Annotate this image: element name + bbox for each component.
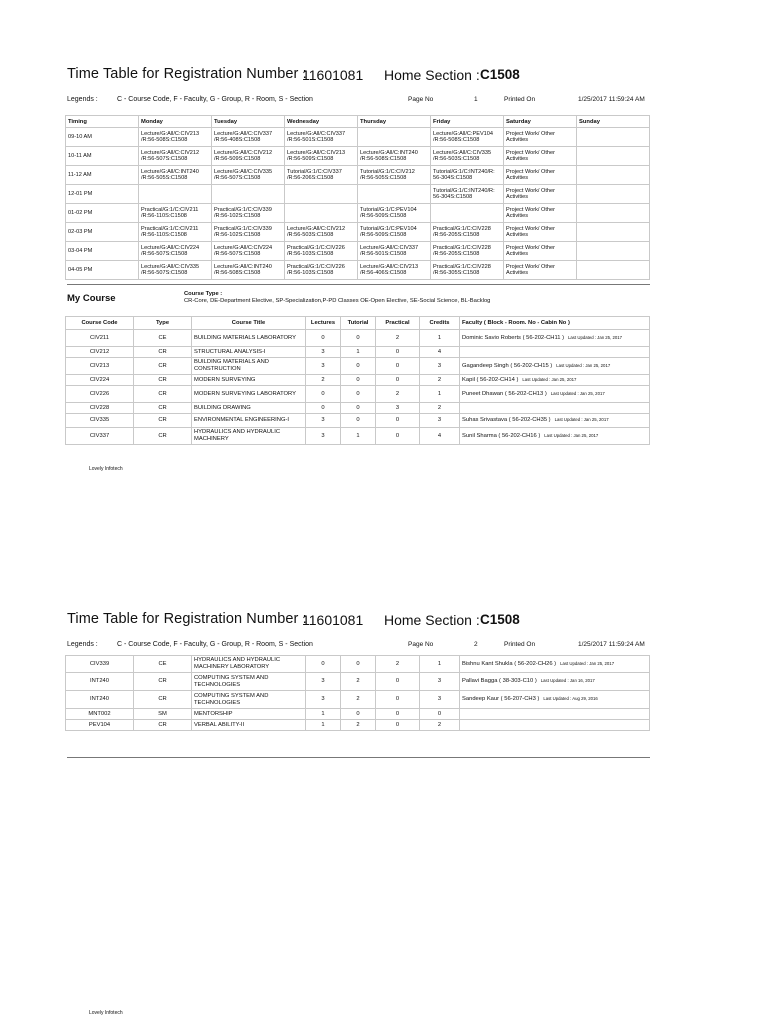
course-title: BUILDING MATERIALS LABORATORY xyxy=(192,330,306,347)
course-tutorial: 0 xyxy=(341,386,376,403)
course-lectures: 0 xyxy=(306,403,341,414)
timetable-row xyxy=(66,242,650,261)
tt-cell: Practical/G:1/C:CIV211 /R:56-110S:C1508 xyxy=(139,204,212,223)
course-credits: 2 xyxy=(420,375,460,386)
timetable-row xyxy=(66,147,650,166)
course-type: CR xyxy=(134,691,192,709)
tt-cell: Tutorial/G:1/C:INT240/R: 56-304S:C1508 xyxy=(431,185,504,204)
th-monday: Monday xyxy=(139,116,212,128)
course-title: COMPUTING SYSTEM AND TECHNOLOGIES xyxy=(192,673,306,691)
course-lectures: 3 xyxy=(306,691,341,709)
course-practical: 0 xyxy=(376,347,420,358)
tt-cell: 01-02 PM xyxy=(66,204,139,223)
tt-cell: Project Work/ Other Activities xyxy=(504,166,577,185)
tt-cell xyxy=(358,185,431,204)
course-credits: 1 xyxy=(420,656,460,673)
legends-label: Legends : xyxy=(67,96,98,103)
course-faculty xyxy=(460,656,650,673)
course-title: MENTORSHIP xyxy=(192,709,306,720)
course-code: CIV228 xyxy=(66,403,134,414)
tt-cell: Lecture/G:All/C:CIV337 /R:56-501S:C1508 xyxy=(358,242,431,261)
tt-cell: Lecture/G:All/C:CIV335 /R:56-503S:C1508 xyxy=(431,147,504,166)
timetable-row xyxy=(66,185,650,204)
th-course-code: Course Code xyxy=(66,317,134,330)
tt-cell xyxy=(139,185,212,204)
course-row xyxy=(66,403,650,414)
tt-cell xyxy=(431,204,504,223)
th-sunday: Sunday xyxy=(577,116,650,128)
home-section-value: C1508 xyxy=(480,67,520,82)
course-code: CIV224 xyxy=(66,375,134,386)
course-practical: 0 xyxy=(376,375,420,386)
course-lectures: 0 xyxy=(306,386,341,403)
course-lectures: 3 xyxy=(306,414,341,428)
course-title: COMPUTING SYSTEM AND TECHNOLOGIES xyxy=(192,691,306,709)
course-credits: 3 xyxy=(420,358,460,375)
tt-cell: Tutorial/G:1/C:CIV337 /R:56-206S:C1508 xyxy=(285,166,358,185)
course-credits: 2 xyxy=(420,403,460,414)
tt-cell: Lecture/G:All/C:CIV224 /R:56-507S:C1508 xyxy=(212,242,285,261)
th-timing: Timing xyxy=(66,116,139,128)
course-lectures: 2 xyxy=(306,375,341,386)
course-faculty xyxy=(460,386,650,403)
course-title: STRUCTURAL ANALYSIS-I xyxy=(192,347,306,358)
course-row xyxy=(66,656,650,673)
tt-cell: 04-05 PM xyxy=(66,261,139,280)
last-updated: Last Updated : Jan 25, 2017 xyxy=(556,362,611,368)
course-tutorial: 1 xyxy=(341,428,376,445)
course-credits: 0 xyxy=(420,709,460,720)
faculty-name: Sandeep Kaur ( 56-207-CH3 ) xyxy=(462,696,540,703)
faculty-name: Sunil Sharma ( 56-202-CH16 ) xyxy=(462,432,541,439)
course-row xyxy=(66,691,650,709)
course-type: CR xyxy=(134,428,192,445)
timetable xyxy=(65,115,650,280)
tt-cell xyxy=(577,147,650,166)
course-credits: 3 xyxy=(420,414,460,428)
tt-cell: 09-10 AM xyxy=(66,128,139,147)
tt-cell xyxy=(577,166,650,185)
registration-number: 11601081 xyxy=(302,67,364,83)
course-lectures: 3 xyxy=(306,358,341,375)
course-title: BUILDING DRAWING xyxy=(192,403,306,414)
course-row xyxy=(66,347,650,358)
page-no-label-2: Page No xyxy=(408,641,434,648)
last-updated: Last Updated : Jan 25, 2017 xyxy=(560,660,615,666)
tt-cell: Tutorial/G:1/C:PEV104 /R:56-509S:C1508 xyxy=(358,204,431,223)
tt-cell: Tutorial/G:1/C:CIV212 /R:56-505S:C1508 xyxy=(358,166,431,185)
course-table-2 xyxy=(65,655,650,731)
timetable-row xyxy=(66,128,650,147)
course-faculty xyxy=(460,330,650,347)
th-tuesday: Tuesday xyxy=(212,116,285,128)
tt-cell xyxy=(285,204,358,223)
tt-cell xyxy=(285,185,358,204)
tt-cell: 02-03 PM xyxy=(66,223,139,242)
course-row xyxy=(66,386,650,403)
course-faculty xyxy=(460,347,650,358)
course-faculty xyxy=(460,691,650,709)
tt-cell: Lecture/G:All/C:CIV335 /R:56-507S:C1508 xyxy=(212,166,285,185)
course-row xyxy=(66,358,650,375)
tt-cell xyxy=(577,204,650,223)
course-row xyxy=(66,720,650,731)
tt-cell: Lecture/G:All/C:INT240 /R:56-508S:C1508 xyxy=(212,261,285,280)
page-title: Time Table for Registration Number : xyxy=(67,66,307,82)
th-practical: Practical xyxy=(376,317,420,330)
course-lectures: 3 xyxy=(306,673,341,691)
course-tutorial: 1 xyxy=(341,347,376,358)
course-type: CR xyxy=(134,347,192,358)
faculty-name: Dominic Savio Roberts ( 56-202-CH11 ) xyxy=(462,334,565,341)
course-faculty xyxy=(460,375,650,386)
course-code: PEV104 xyxy=(66,720,134,731)
legends-text: C - Course Code, F - Faculty, G - Group, R - Room, S - Section xyxy=(117,96,313,103)
course-credits: 4 xyxy=(420,428,460,445)
tt-cell: Lecture/G:All/C:PEV104 /R:56-508S:C1508 xyxy=(431,128,504,147)
course-code: CIV339 xyxy=(66,656,134,673)
divider-2 xyxy=(67,757,650,758)
tt-cell: 03-04 PM xyxy=(66,242,139,261)
course-tutorial: 0 xyxy=(341,656,376,673)
tt-cell: Project Work/ Other Activities xyxy=(504,242,577,261)
course-title: HYDRAULICS AND HYDRAULIC MACHINERY LABORATORY xyxy=(192,656,306,673)
course-code: MNT002 xyxy=(66,709,134,720)
th-course-title: Course Title xyxy=(192,317,306,330)
page-no-value: 1 xyxy=(474,96,478,103)
course-type-label: Course Type : xyxy=(184,291,223,297)
tt-cell xyxy=(577,223,650,242)
course-code: CIV213 xyxy=(66,358,134,375)
course-practical: 2 xyxy=(376,330,420,347)
tt-cell: 10-11 AM xyxy=(66,147,139,166)
last-updated: Last Updated : Jan 16, 2017 xyxy=(540,678,595,684)
tt-cell: Lecture/G:All/C:CIV213 /R:56-406S:C1508 xyxy=(358,261,431,280)
faculty-name: Pallavi Bagga ( 38-303-C10 ) xyxy=(462,678,537,685)
course-faculty xyxy=(460,428,650,445)
course-lectures: 3 xyxy=(306,428,341,445)
tt-cell: Lecture/G:All/C:CIV212 /R:56-507S:C1508 xyxy=(139,147,212,166)
footer-text-2: Lovely Infotech xyxy=(89,1010,123,1016)
tt-cell xyxy=(577,242,650,261)
course-title: HYDRAULICS AND HYDRAULIC MACHINERY xyxy=(192,428,306,445)
course-tutorial: 2 xyxy=(341,691,376,709)
tt-cell: Practical/G:1/C:CIV228 /R:56-305S:C1508 xyxy=(431,261,504,280)
tt-cell: Practical/G:1/C:CIV228 /R:56-205S:C1508 xyxy=(431,223,504,242)
divider xyxy=(67,284,650,285)
course-code: CIV337 xyxy=(66,428,134,445)
tt-cell: Practical/G:1/C:CIV339 /R:56-102S:C1508 xyxy=(212,204,285,223)
course-credits: 1 xyxy=(420,386,460,403)
faculty-name: Puneet Dhawan ( 56-202-CH13 ) xyxy=(462,390,547,397)
course-row xyxy=(66,330,650,347)
tt-cell: Lecture/G:All/C:CIV212 /R:56-509S:C1508 xyxy=(212,147,285,166)
course-faculty xyxy=(460,414,650,428)
course-faculty xyxy=(460,403,650,414)
course-header-row xyxy=(66,317,650,330)
th-tutorial: Tutorial xyxy=(341,317,376,330)
course-tutorial: 2 xyxy=(341,673,376,691)
course-tutorial: 0 xyxy=(341,414,376,428)
tt-cell: Project Work/ Other Activities xyxy=(504,204,577,223)
th-saturday: Saturday xyxy=(504,116,577,128)
th-wednesday: Wednesday xyxy=(285,116,358,128)
printed-on-value-2: 1/25/2017 11:59:24 AM xyxy=(578,641,645,648)
course-practical: 0 xyxy=(376,720,420,731)
course-table xyxy=(65,316,650,445)
course-type: CE xyxy=(134,330,192,347)
tt-cell: Project Work/ Other Activities xyxy=(504,185,577,204)
faculty-name: Gagandeep Singh ( 56-202-CH15 ) xyxy=(462,362,553,369)
course-title: MODERN SURVEYING xyxy=(192,375,306,386)
course-practical: 2 xyxy=(376,656,420,673)
course-practical: 0 xyxy=(376,428,420,445)
course-row xyxy=(66,414,650,428)
course-tutorial: 0 xyxy=(341,358,376,375)
tt-cell xyxy=(358,128,431,147)
course-practical: 2 xyxy=(376,386,420,403)
th-faculty: Faculty ( Block - Room. No - Cabin No ) xyxy=(460,317,650,330)
tt-cell: Project Work/ Other Activities xyxy=(504,147,577,166)
home-section-label-2: Home Section : xyxy=(384,612,480,628)
course-faculty xyxy=(460,720,650,731)
course-title: ENVIRONMENTAL ENGINEERING-I xyxy=(192,414,306,428)
tt-cell: Practical/G:1/C:CIV226 /R:56-103S:C1508 xyxy=(285,242,358,261)
last-updated: Last Updated : Aug 29, 2016 xyxy=(543,696,598,702)
printed-on-label-2: Printed On xyxy=(504,641,536,648)
last-updated: Last Updated : Jan 25, 2017 xyxy=(550,390,605,396)
tt-cell: 12-01 PM xyxy=(66,185,139,204)
tt-cell: Lecture/G:All/C:CIV337 /R:56-501S:C1508 xyxy=(285,128,358,147)
course-practical: 0 xyxy=(376,709,420,720)
course-code: INT240 xyxy=(66,691,134,709)
faculty-name: Bishnu Kant Shukla ( 56-202-CH26 ) xyxy=(462,660,557,667)
timetable-row xyxy=(66,223,650,242)
tt-cell: Project Work/ Other Activities xyxy=(504,261,577,280)
tt-cell xyxy=(212,185,285,204)
course-code: CIV226 xyxy=(66,386,134,403)
tt-cell: Tutorial/G:1/C:INT240/R: 56-304S:C1508 xyxy=(431,166,504,185)
course-code: CIV212 xyxy=(66,347,134,358)
course-code: INT240 xyxy=(66,673,134,691)
tt-cell xyxy=(577,261,650,280)
course-practical: 0 xyxy=(376,358,420,375)
course-tutorial: 0 xyxy=(341,709,376,720)
course-faculty xyxy=(460,358,650,375)
course-faculty xyxy=(460,709,650,720)
th-thursday: Thursday xyxy=(358,116,431,128)
page-no-value-2: 2 xyxy=(474,641,478,648)
course-type: CR xyxy=(134,386,192,403)
tt-cell: Lecture/G:All/C:CIV213 /R:56-509S:C1508 xyxy=(285,147,358,166)
tt-cell: Tutorial/G:1/C:PEV104 /R:56-509S:C1508 xyxy=(358,223,431,242)
course-code: CIV335 xyxy=(66,414,134,428)
tt-cell: Lecture/G:All/C:CIV224 /R:56-507S:C1508 xyxy=(139,242,212,261)
course-tutorial: 0 xyxy=(341,330,376,347)
tt-cell: Lecture/G:All/C:INT240 /R:56-505S:C1508 xyxy=(139,166,212,185)
tt-cell: Lecture/G:All/C:INT240 /R:56-508S:C1508 xyxy=(358,147,431,166)
tt-cell: Lecture/G:All/C:CIV337 /R:56-408S:C1508 xyxy=(212,128,285,147)
registration-number-2: 11601081 xyxy=(302,612,364,628)
th-lectures: Lectures xyxy=(306,317,341,330)
course-lectures: 0 xyxy=(306,330,341,347)
course-row xyxy=(66,375,650,386)
th-type: Type xyxy=(134,317,192,330)
tt-cell: Practical/G:1/C:CIV228 /R:56-205S:C1508 xyxy=(431,242,504,261)
last-updated: Last Updated : Jan 25, 2017 xyxy=(554,417,609,423)
last-updated: Last Updated : Jan 25, 2017 xyxy=(522,376,577,382)
tt-cell: Practical/G:1/C:CIV339 /R:56-102S:C1508 xyxy=(212,223,285,242)
course-lectures: 0 xyxy=(306,656,341,673)
course-title: VERBAL ABILITY-II xyxy=(192,720,306,731)
course-type: CR xyxy=(134,720,192,731)
home-section-value-2: C1508 xyxy=(480,612,520,627)
course-title: MODERN SURVEYING LABORATORY xyxy=(192,386,306,403)
course-title: BUILDING MATERIALS AND CONSTRUCTION xyxy=(192,358,306,375)
faculty-name: Suhas Srivastava ( 56-202-CH35 ) xyxy=(462,417,551,424)
course-type: CR xyxy=(134,375,192,386)
course-row xyxy=(66,673,650,691)
page-no-label: Page No xyxy=(408,96,434,103)
tt-cell xyxy=(577,128,650,147)
course-tutorial: 2 xyxy=(341,720,376,731)
last-updated: Last Updated : Jan 25, 2017 xyxy=(568,334,623,340)
timetable-row xyxy=(66,166,650,185)
course-credits: 3 xyxy=(420,691,460,709)
timetable-row xyxy=(66,204,650,223)
page-title-2: Time Table for Registration Number : xyxy=(67,611,307,627)
course-type-text: CR-Core, DE-Department Elective, SP-Specialization,P-PD Classes OE-Open Elective, SE-Social Science, BL-Backlog xyxy=(184,298,491,304)
course-credits: 4 xyxy=(420,347,460,358)
tt-cell: Lecture/G:All/C:CIV335 /R:56-507S:C1508 xyxy=(139,261,212,280)
course-type: SM xyxy=(134,709,192,720)
printed-on-value: 1/25/2017 11:59:24 AM xyxy=(578,96,645,103)
tt-cell: Practical/G:1/C:CIV211 /R:56-110S:C1508 xyxy=(139,223,212,242)
course-lectures: 3 xyxy=(306,347,341,358)
course-lectures: 1 xyxy=(306,709,341,720)
course-type: CR xyxy=(134,414,192,428)
tt-cell: Practical/G:1/C:CIV226 /R:56-103S:C1508 xyxy=(285,261,358,280)
course-type: CE xyxy=(134,656,192,673)
tt-cell xyxy=(577,185,650,204)
footer-text: Lovely Infotech xyxy=(89,466,123,472)
course-row xyxy=(66,428,650,445)
th-credits: Credits xyxy=(420,317,460,330)
course-lectures: 1 xyxy=(306,720,341,731)
timetable-header-row xyxy=(66,116,650,128)
home-section-label: Home Section : xyxy=(384,67,480,83)
timetable-row xyxy=(66,261,650,280)
faculty-name: Kapil ( 56-202-CH14 ) xyxy=(462,376,519,383)
course-credits: 3 xyxy=(420,673,460,691)
tt-cell: Project Work/ Other Activities xyxy=(504,223,577,242)
course-tutorial: 0 xyxy=(341,403,376,414)
printed-on-label: Printed On xyxy=(504,96,536,103)
course-type: CR xyxy=(134,358,192,375)
course-faculty xyxy=(460,673,650,691)
course-credits: 1 xyxy=(420,330,460,347)
course-tutorial: 0 xyxy=(341,375,376,386)
course-type: CR xyxy=(134,403,192,414)
course-practical: 0 xyxy=(376,414,420,428)
course-credits: 2 xyxy=(420,720,460,731)
th-friday: Friday xyxy=(431,116,504,128)
course-practical: 0 xyxy=(376,691,420,709)
last-updated: Last Updated : Jan 25, 2017 xyxy=(544,432,599,438)
my-course-title: My Course xyxy=(67,293,116,304)
legends-text-2: C - Course Code, F - Faculty, G - Group, R - Room, S - Section xyxy=(117,641,313,648)
course-type: CR xyxy=(134,673,192,691)
course-row xyxy=(66,709,650,720)
tt-cell: Lecture/G:All/C:CIV213 /R:56-508S:C1508 xyxy=(139,128,212,147)
tt-cell: Project Work/ Other Activities xyxy=(504,128,577,147)
course-practical: 3 xyxy=(376,403,420,414)
tt-cell: Lecture/G:All/C:CIV212 /R:56-503S:C1508 xyxy=(285,223,358,242)
tt-cell: 11-12 AM xyxy=(66,166,139,185)
legends-label-2: Legends : xyxy=(67,641,98,648)
course-code: CIV211 xyxy=(66,330,134,347)
course-practical: 0 xyxy=(376,673,420,691)
